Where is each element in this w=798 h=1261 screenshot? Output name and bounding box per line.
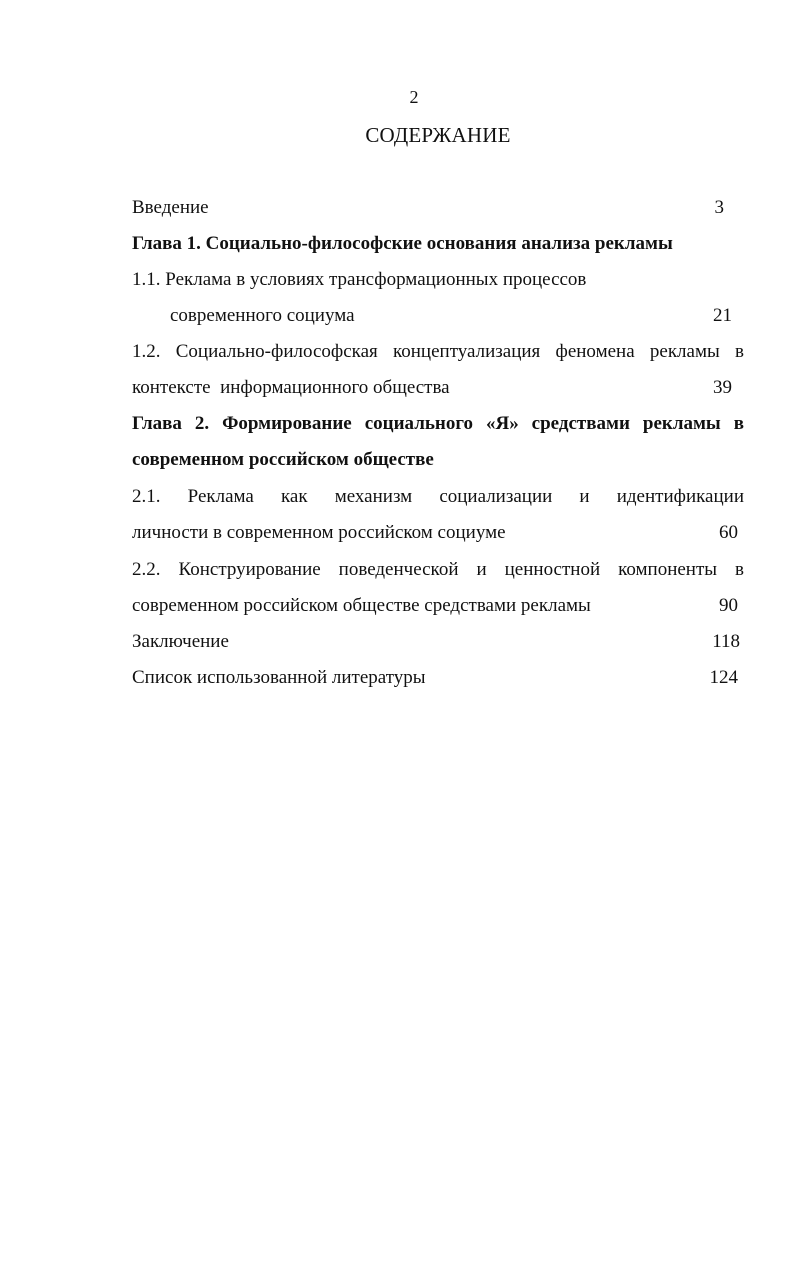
page-number: 2 [409,87,419,107]
toc-section-2-1-cont[interactable] [132,515,744,551]
toc-item-page: 90 [719,595,738,616]
toc-item-conclusion[interactable] [132,624,744,660]
toc-item-references[interactable] [132,660,744,696]
toc-item-label: 1.2. Социально-философская концептуализация феномена рекламы в [132,341,744,362]
toc-item-label: Введение [132,197,209,218]
toc-item-page: 124 [709,667,738,688]
toc-item-label: 2.1. Реклама как механизм социализации и идентификации [132,486,744,507]
toc-item-label: личности в современном российском социуме [132,522,506,543]
toc-item-page: 39 [713,377,732,398]
toc-chapter-label: современном российском обществе [132,449,434,470]
toc-chapter-2-cont[interactable] [132,442,744,478]
toc-section-1-2[interactable] [132,334,744,370]
toc-item-label: Список использованной литературы [132,667,426,688]
toc-section-1-1-cont[interactable] [132,298,744,334]
toc-item-label: Заключение [132,631,229,652]
toc-chapter-label: Глава 1. Социально-философские основания анализа рекламы [132,233,673,254]
toc-item-intro[interactable] [132,190,744,226]
toc-chapter-label: Глава 2. Формирование социального «Я» средствами рекламы в [132,413,744,434]
toc-section-1-1[interactable] [132,262,744,298]
toc-item-page: 21 [713,305,732,326]
toc-item-page: 60 [719,522,738,543]
toc-section-2-1[interactable] [132,479,744,515]
toc-item-label: современного социума [170,305,355,326]
toc-item-label: 1.1. Реклама в условиях трансформационных процессов [132,269,587,290]
toc-chapter-2[interactable] [132,406,744,442]
toc-section-2-2[interactable] [132,552,744,588]
toc-item-page: 118 [712,631,740,652]
toc-item-page: 3 [714,197,724,218]
toc-section-1-2-cont[interactable] [132,370,744,406]
toc-chapter-1[interactable] [132,226,744,262]
page-title: СОДЕРЖАНИЕ [365,123,511,147]
toc-item-label: контексте информационного общества [132,377,450,398]
toc-item-label: современном российском обществе средствами рекламы [132,595,591,616]
toc-section-2-2-cont[interactable] [132,588,744,624]
toc-item-label: 2.2. Конструирование поведенческой и ценностной компоненты в [132,559,744,580]
